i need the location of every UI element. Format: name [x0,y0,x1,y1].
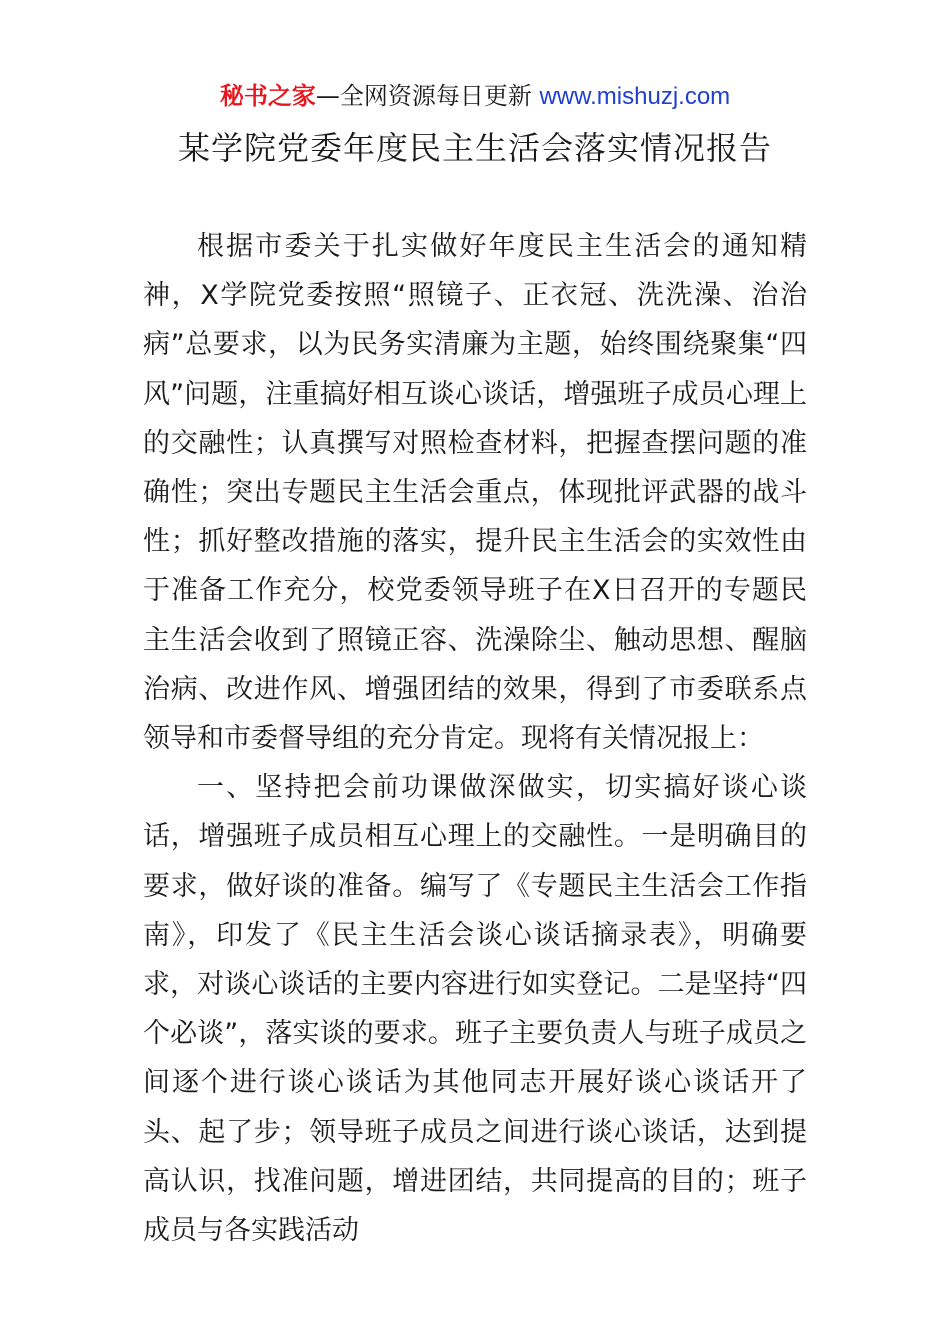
paragraph-intro: 根据市委关于扎实做好年度民主生活会的通知精神，X学院党委按照“照镜子、正衣冠、洗洗澡、治治病”总要求，以为民务实清廉为主题，始终围绕聚集“四风”问题，注重搞好相互谈心谈话，增强班子成员心理上的交融性；认真撰写对照检查材料，把握查摆问题的准确性；突出专题民主生活会重点，体现批评武器的战斗性；抓好整改措施的落实，提升民主生活会的实效性由于准备工作充分，校党委领导班子在X日召开的专题民主生活会收到了照镜正容、洗澡除尘、触动思想、醒脑治病、改进作风、增强团结的效果，得到了市委联系点领导和市委督导组的充分肯定。现将有关情况报上： [143,231,807,755]
site-tagline: —全网资源每日更新 [315,82,532,110]
document-body [143,222,807,1255]
site-brand: 秘书之家 [219,82,316,110]
document-title: 某学院党委年度民主生活会落实情况报告 [177,129,772,167]
paragraph-section-one: 一、坚持把会前功课做深做实，切实搞好谈心谈话，增强班子成员相互心理上的交融性。一是明确目的要求，做好谈的准备。编写了《专题民主生活会工作指南》，印发了《民主生活会谈心谈话摘录表》，明确要求，对谈心谈话的主要内容进行如实登记。二是坚持“四个必谈”，落实谈的要求。班子主要负责人与班子成员之间逐个进行谈心谈话为其他同志开展好谈心谈话开了头、起了步；领导班子成员之间进行谈心谈话，达到提高认识，找准问题，增进团结，共同提高的目的；班子成员与各实践活动 [143,772,807,1247]
site-header [0,80,950,113]
site-url-link[interactable]: www.mishuzj.com [539,83,731,110]
